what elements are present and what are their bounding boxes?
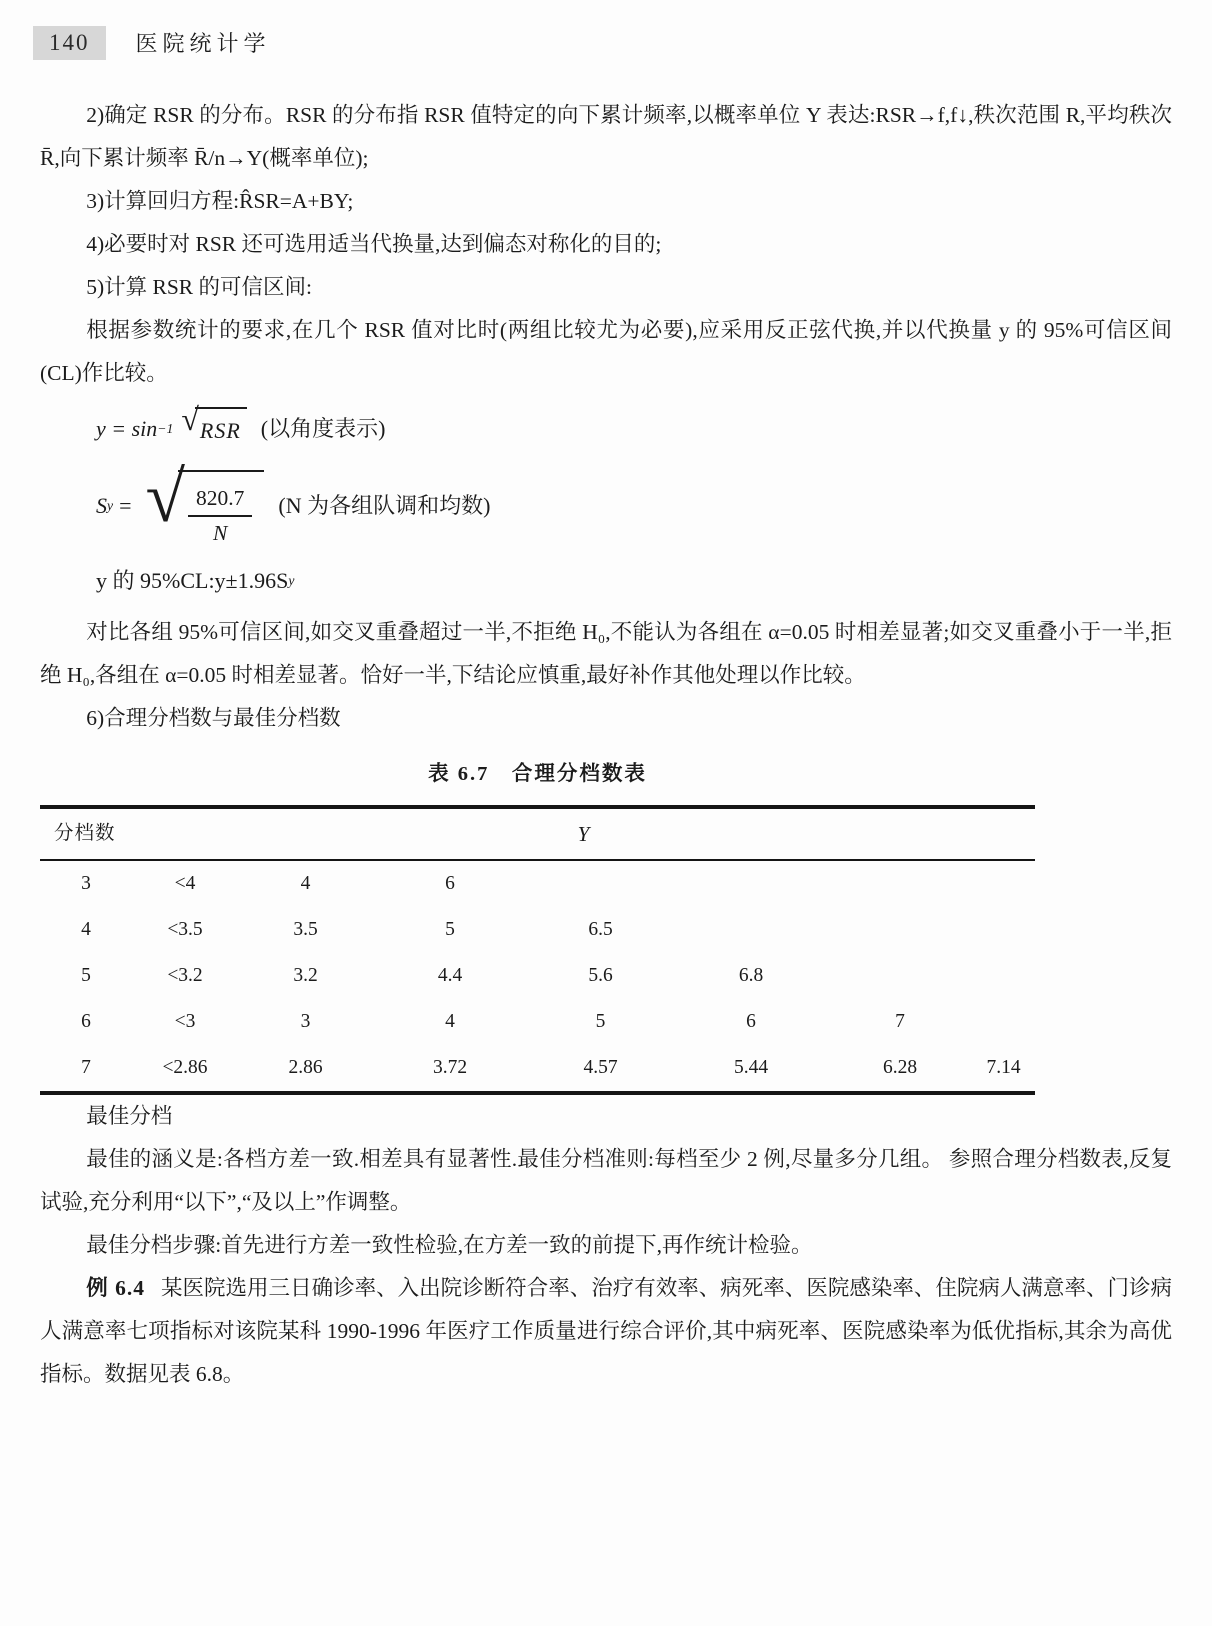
radical-sign-icon: √ <box>145 456 185 537</box>
table-cell: 7 <box>895 1011 905 1033</box>
table-cell <box>674 860 828 907</box>
table-cell: 6.5 <box>588 919 613 941</box>
formula-note: (N 为各组队调和均数) <box>278 492 491 518</box>
book-title: 医院统计学 <box>135 31 271 57</box>
table-cell <box>972 907 1035 953</box>
formula-arcsine-transform <box>96 400 1172 455</box>
page-content <box>40 94 1172 1396</box>
table-cell: 5 <box>81 965 91 987</box>
page-number-badge: 140 <box>33 26 106 60</box>
formula-lhs: S <box>96 492 107 518</box>
table-cell: 5 <box>595 1011 606 1033</box>
table-title: 表 6.7 合理分档数表 <box>428 762 647 785</box>
fraction <box>188 484 252 548</box>
paragraph-overlap-comparison: 对比各组 95%可信区间,如交叉重叠超过一半,不拒绝 H₀,不能认为各组在 α=0.05 时相差显著;如交叉重叠小于一半,拒绝 H₀,各组在 α=0.05 时相差显著。恰好一半,下结论应慎重,最好补作其他处理以作比较。 <box>40 619 1172 687</box>
table-cell <box>828 953 972 999</box>
table-cell: 4 <box>300 873 311 895</box>
radical-sign-icon: √ <box>181 400 199 437</box>
table-cell: 6 <box>445 873 455 895</box>
table-cell <box>972 999 1035 1045</box>
page-header <box>0 0 1212 60</box>
table-cell: 3.5 <box>293 919 318 941</box>
table-cell: 4.57 <box>583 1057 618 1079</box>
table-cell: 3.72 <box>432 1057 468 1079</box>
formula-lhs: y = sin <box>96 415 158 441</box>
list-item-3-regression: 3)计算回归方程:R̂SR=A+BY; <box>86 188 354 213</box>
radical <box>181 400 246 455</box>
table-cell: <2.86 <box>162 1057 208 1079</box>
example-label: 例 6.4 <box>86 1275 145 1300</box>
reasonable-grouping-table <box>40 805 1035 1095</box>
fraction-denominator: N <box>213 520 228 545</box>
table-row <box>40 907 1035 953</box>
sub-heading-best-grouping: 最佳分档 <box>86 1103 173 1128</box>
table-cell: 4 <box>81 919 91 941</box>
table-cell: 4 <box>445 1011 455 1033</box>
list-item-5-confidence-interval: 5)计算 RSR 的可信区间: <box>86 274 312 299</box>
table-cell <box>828 860 972 907</box>
table-cell: 2.86 <box>288 1057 323 1079</box>
formula-block <box>96 400 1172 603</box>
table-cell: 3 <box>300 1011 311 1033</box>
table-cell <box>972 860 1035 907</box>
table-cell: 5.6 <box>588 965 613 987</box>
formula-text: y 的 95%CL:y±1.96S <box>96 567 289 593</box>
radical <box>145 456 264 548</box>
paragraph-rsr-distribution: 2)确定 RSR 的分布。RSR 的分布指 RSR 值特定的向下累计频率,以概率单位 Y 表达:RSR→f,f↓,秩次范围 R,平均秩次 R̄,向下累计频率 R̄/n→Y(概率单位); <box>40 102 1172 170</box>
table-cell: 3.2 <box>293 965 318 987</box>
table-row <box>40 860 1035 907</box>
column-header-groups: 分档数 <box>54 823 116 845</box>
table-cell <box>527 860 674 907</box>
table-6-7-block <box>40 754 1172 1095</box>
formula-lhs-subscript: y <box>107 498 114 514</box>
paragraph-best-grouping-definition: 最佳的涵义是:各档方差一致.相差具有显著性.最佳分档准则:每档至少 2 例,尽量多分几组。 参照合理分档数表,反复试验,充分利用“以下”,“及以上”作调整。 <box>40 1146 1172 1214</box>
table-cell: 5.44 <box>733 1057 769 1079</box>
column-header-y: Y <box>577 821 590 846</box>
table-cell <box>674 907 828 953</box>
table-cell <box>828 907 972 953</box>
table-row <box>40 953 1035 999</box>
table-cell: 6.8 <box>738 965 764 987</box>
formula-95-confidence-limit <box>96 559 1172 603</box>
radicand: RSR <box>195 407 247 455</box>
table-cell: <4 <box>174 873 196 895</box>
table-cell: <3.2 <box>167 965 203 987</box>
table-cell <box>972 953 1035 999</box>
table-cell: 7 <box>81 1057 91 1079</box>
table-row <box>40 999 1035 1045</box>
paragraph-example-6-4 <box>40 1267 1172 1396</box>
list-item-6-grouping: 6)合理分档数与最佳分档数 <box>86 705 341 730</box>
table-cell: 4.4 <box>437 965 463 987</box>
table-row <box>40 1045 1035 1093</box>
table-cell: 6 <box>81 1011 91 1033</box>
fraction-numerator: 820.7 <box>188 484 252 517</box>
example-text: 某医院选用三日确诊率、入出院诊断符合率、治疗有效率、病死率、医院感染率、住院病人满意率、门诊病人满意率七项指标对该院某科 1990-1996 年医疗工作质量进行综合评价,其中病死率、医院感染率为低优指标,其余为高优指标。数据见表 6.8。 <box>40 1275 1172 1386</box>
radicand <box>178 470 264 548</box>
equals-sign: = <box>119 492 132 518</box>
formula-standard-error <box>96 456 1172 549</box>
table-cell: 5 <box>445 919 455 941</box>
table-cell: <3 <box>174 1011 196 1033</box>
table-cell: 7.14 <box>986 1057 1021 1079</box>
table-cell: 6.28 <box>882 1057 918 1079</box>
table-cell: 6 <box>746 1011 756 1033</box>
table-cell: <3.5 <box>167 919 203 941</box>
formula-note: (以角度表示) <box>260 415 386 441</box>
table-header-row <box>40 807 1035 860</box>
formula-subscript: y <box>288 573 295 589</box>
list-item-4-transform: 4)必要时对 RSR 还可选用适当代换量,达到偏态对称化的目的; <box>86 231 662 256</box>
paragraph-best-grouping-steps: 最佳分档步骤:首先进行方差一致性检验,在方差一致的前提下,再作统计检验。 <box>86 1232 813 1257</box>
table-cell: 3 <box>81 873 91 895</box>
paragraph-parametric-requirement: 根据参数统计的要求,在几个 RSR 值对比时(两组比较尤为必要),应采用反正弦代换,并以代换量 y 的 95%可信区间(CL)作比较。 <box>40 317 1172 385</box>
formula-exponent: −1 <box>157 421 174 437</box>
